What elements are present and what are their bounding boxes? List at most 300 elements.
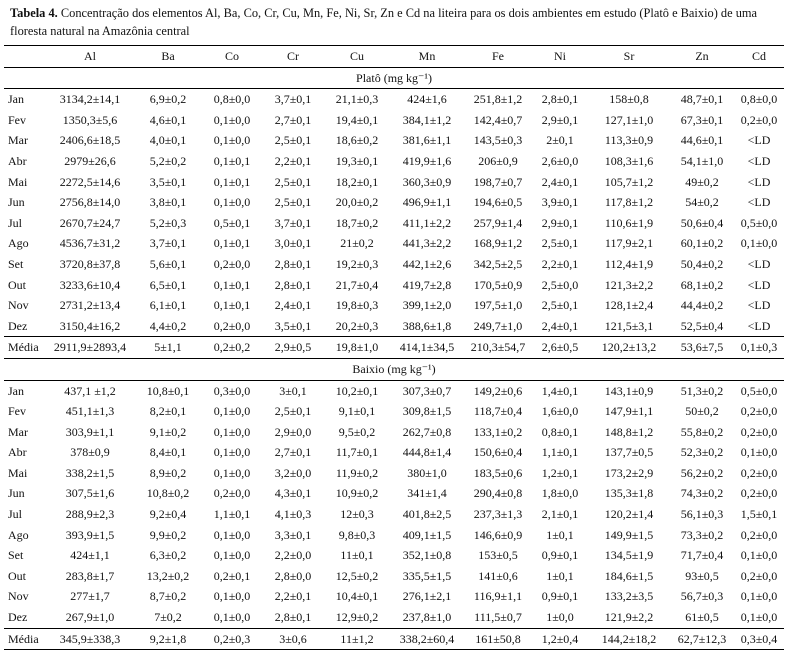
value-cell: 10,9±0,2 xyxy=(335,486,379,501)
value-cell: 1,2±0,1 xyxy=(541,465,579,480)
value-cell: 21±0,2 xyxy=(340,236,374,251)
value-cell: 2,8±0,0 xyxy=(274,568,312,583)
value-cell: 10,2±0,1 xyxy=(335,383,379,398)
value-cell: 307,5±1,6 xyxy=(65,486,115,501)
value-cell: <LD xyxy=(747,256,771,271)
value-cell: 3,0±0,1 xyxy=(274,236,312,251)
value-cell: 411,1±2,2 xyxy=(402,215,452,230)
month-cell: Ago xyxy=(8,236,29,251)
value-cell: <LD xyxy=(747,195,771,210)
value-cell: 198,7±0,7 xyxy=(473,174,523,189)
value-cell: 6,9±0,2 xyxy=(149,92,187,107)
table-row xyxy=(4,442,784,463)
value-cell: 117,9±2,1 xyxy=(604,236,654,251)
value-cell: 117,8±1,2 xyxy=(604,195,654,210)
value-cell: 2979±26,6 xyxy=(64,153,116,168)
value-cell: 118,7±0,4 xyxy=(473,404,523,419)
value-cell: 3233,6±10,4 xyxy=(59,277,121,292)
value-cell: 5,2±0,2 xyxy=(149,153,187,168)
value-cell: 149,2±0,6 xyxy=(473,383,523,398)
value-cell: 150,6±0,4 xyxy=(473,445,523,460)
value-cell: 147,9±1,1 xyxy=(604,404,654,419)
mean-cell: 53,6±7,5 xyxy=(670,337,734,359)
value-cell: 2670,7±24,7 xyxy=(59,215,121,230)
column-header: Mn xyxy=(390,46,464,68)
value-cell: 442,1±2,6 xyxy=(402,256,452,271)
value-cell: 380±1,0 xyxy=(407,465,447,480)
month-cell: Fev xyxy=(8,404,26,419)
value-cell: 0,5±0,0 xyxy=(740,383,778,398)
value-cell: 133,1±0,2 xyxy=(473,424,523,439)
value-cell: 18,2±0,1 xyxy=(335,174,379,189)
value-cell: 105,7±1,2 xyxy=(604,174,654,189)
month-cell: Jan xyxy=(8,383,24,398)
value-cell: 2,5±0,1 xyxy=(541,236,579,251)
value-cell: 55,8±0,2 xyxy=(680,424,724,439)
value-cell: 2,2±0,1 xyxy=(274,153,312,168)
value-cell: 0,2±0,0 xyxy=(213,318,251,333)
column-header: Al xyxy=(46,46,134,68)
month-cell: Out xyxy=(8,568,26,583)
value-cell: 401,8±2,5 xyxy=(402,507,452,522)
value-cell: 112,4±1,9 xyxy=(604,256,654,271)
value-cell: 60,1±0,2 xyxy=(680,236,724,251)
value-cell: 0,2±0,0 xyxy=(740,486,778,501)
value-cell: 237,8±1,0 xyxy=(402,610,452,625)
table-row xyxy=(4,422,784,443)
mean-cell: 0,3±0,4 xyxy=(734,628,784,650)
table-row xyxy=(4,566,784,587)
value-cell: 137,7±0,5 xyxy=(604,445,654,460)
value-cell: 73,3±0,2 xyxy=(680,527,724,542)
value-cell: 50,6±0,4 xyxy=(680,215,724,230)
value-cell: 0,2±0,0 xyxy=(740,465,778,480)
month-cell: Abr xyxy=(8,445,27,460)
mean-cell: 1,2±0,4 xyxy=(532,628,588,650)
mean-label: Média xyxy=(4,337,46,359)
value-cell: 153±0,5 xyxy=(478,548,518,563)
value-cell: 0,2±0,0 xyxy=(740,404,778,419)
value-cell: 6,1±0,1 xyxy=(149,298,187,313)
table-row xyxy=(4,607,784,628)
value-cell: 19,8±0,3 xyxy=(335,298,379,313)
value-cell: 128,1±2,4 xyxy=(604,298,654,313)
value-cell: 335,5±1,5 xyxy=(402,568,452,583)
value-cell: 0,1±0,0 xyxy=(213,445,251,460)
value-cell: 0,1±0,1 xyxy=(213,298,251,313)
value-cell: 444,8±1,4 xyxy=(402,445,452,460)
table-row xyxy=(4,525,784,546)
value-cell: 2,6±0,0 xyxy=(541,153,579,168)
value-cell: 0,2±0,0 xyxy=(740,112,778,127)
value-cell: 288,9±2,3 xyxy=(65,507,115,522)
value-cell: 2,7±0,1 xyxy=(274,445,312,460)
value-cell: 4,1±0,3 xyxy=(274,507,312,522)
value-cell: 197,5±1,0 xyxy=(473,298,523,313)
table-row xyxy=(4,192,784,213)
value-cell: 7±0,2 xyxy=(154,610,182,625)
value-cell: 4,6±0,1 xyxy=(149,112,187,127)
table-row xyxy=(4,545,784,566)
value-cell: 134,5±1,9 xyxy=(604,548,654,563)
value-cell: 424±1,6 xyxy=(407,92,447,107)
value-cell: 44,6±0,1 xyxy=(680,133,724,148)
value-cell: 388,6±1,8 xyxy=(402,318,452,333)
column-header: Cd xyxy=(734,46,784,68)
value-cell: 3,5±0,1 xyxy=(274,318,312,333)
month-cell: Jul xyxy=(8,215,23,230)
value-cell: 4,4±0,2 xyxy=(149,318,187,333)
value-cell: 2,1±0,1 xyxy=(541,507,579,522)
month-cell: Dez xyxy=(8,610,28,625)
mean-cell: 338,2±60,4 xyxy=(390,628,464,650)
value-cell: 341±1,4 xyxy=(407,486,447,501)
value-cell: 3,7±0,1 xyxy=(149,236,187,251)
column-header: Ni xyxy=(532,46,588,68)
value-cell: 49±0,2 xyxy=(685,174,719,189)
value-cell: 4,3±0,1 xyxy=(274,486,312,501)
value-cell: 48,7±0,1 xyxy=(680,92,724,107)
value-cell: 13,2±0,2 xyxy=(146,568,190,583)
value-cell: 142,4±0,7 xyxy=(473,112,523,127)
table-row xyxy=(4,254,784,275)
value-cell: 50,4±0,2 xyxy=(680,256,724,271)
value-cell: 5,6±0,1 xyxy=(149,256,187,271)
value-cell: 384,1±1,2 xyxy=(402,112,452,127)
value-cell: 0,9±0,1 xyxy=(541,589,579,604)
value-cell: 2,2±0,1 xyxy=(541,256,579,271)
value-cell: 0,2±0,1 xyxy=(213,568,251,583)
value-cell: 56,2±0,2 xyxy=(680,465,724,480)
table-row xyxy=(4,275,784,296)
value-cell: 146,6±0,9 xyxy=(473,527,523,542)
month-cell: Out xyxy=(8,277,26,292)
month-cell: Jan xyxy=(8,92,24,107)
value-cell: 8,9±0,2 xyxy=(149,465,187,480)
column-header: Zn xyxy=(670,46,734,68)
value-cell: 12,9±0,2 xyxy=(335,610,379,625)
value-cell: 50±0,2 xyxy=(685,404,719,419)
value-cell: 18,7±0,2 xyxy=(335,215,379,230)
value-cell: 2,5±0,1 xyxy=(274,174,312,189)
value-cell: 0,1±0,0 xyxy=(213,133,251,148)
column-header: Cr xyxy=(262,46,324,68)
value-cell: 0,1±0,0 xyxy=(213,527,251,542)
table-row xyxy=(4,586,784,607)
value-cell: 378±0,9 xyxy=(70,445,110,460)
value-cell: 54±0,2 xyxy=(685,195,719,210)
mean-cell: 210,3±54,7 xyxy=(464,337,532,359)
table-row xyxy=(4,172,784,193)
value-cell: 3,5±0,1 xyxy=(149,174,187,189)
month-cell: Set xyxy=(8,256,24,271)
table-row xyxy=(4,295,784,316)
value-cell: 1,5±0,1 xyxy=(740,507,778,522)
value-cell: 0,1±0,0 xyxy=(213,424,251,439)
month-cell: Abr xyxy=(8,153,27,168)
value-cell: 3134,2±14,1 xyxy=(59,92,121,107)
value-cell: 8,2±0,1 xyxy=(149,404,187,419)
value-cell: 3,7±0,1 xyxy=(274,92,312,107)
column-header: Co xyxy=(202,46,262,68)
table-row xyxy=(4,401,784,422)
value-cell: 10,8±0,1 xyxy=(146,383,190,398)
value-cell: 309,8±1,5 xyxy=(402,404,452,419)
value-cell: 251,8±1,2 xyxy=(473,92,523,107)
mean-cell: 19,8±1,0 xyxy=(324,337,390,359)
mean-cell: 11±1,2 xyxy=(324,628,390,650)
table-row xyxy=(4,130,784,151)
mean-cell: 0,2±0,3 xyxy=(202,628,262,650)
section-title: Platô (mg kg⁻¹) xyxy=(4,67,784,89)
value-cell: 257,9±1,4 xyxy=(473,215,523,230)
value-cell: 424±1,1 xyxy=(70,548,110,563)
value-cell: 4,0±0,1 xyxy=(149,133,187,148)
value-cell: 2,8±0,1 xyxy=(274,256,312,271)
value-cell: 0,1±0,0 xyxy=(740,445,778,460)
month-cell: Mai xyxy=(8,174,28,189)
value-cell: 184,6±1,5 xyxy=(604,568,654,583)
table-row xyxy=(4,151,784,172)
value-cell: 0,1±0,0 xyxy=(213,548,251,563)
value-cell: 3±0,1 xyxy=(279,383,307,398)
month-cell: Mar xyxy=(8,133,28,148)
value-cell: 56,7±0,3 xyxy=(680,589,724,604)
value-cell: 170,5±0,9 xyxy=(473,277,523,292)
value-cell: 0,2±0,0 xyxy=(740,568,778,583)
value-cell: 1,1±0,1 xyxy=(541,445,579,460)
value-cell: 6,5±0,1 xyxy=(149,277,187,292)
value-cell: 67,3±0,1 xyxy=(680,112,724,127)
value-cell: 0,8±0,0 xyxy=(213,92,251,107)
value-cell: 1±0,1 xyxy=(546,527,574,542)
mean-cell: 2,6±0,5 xyxy=(532,337,588,359)
value-cell: 93±0,5 xyxy=(685,568,719,583)
value-cell: 419,9±1,6 xyxy=(402,153,452,168)
mean-row xyxy=(4,628,784,650)
mean-cell: 0,1±0,3 xyxy=(734,337,784,359)
value-cell: 173,2±2,9 xyxy=(604,465,654,480)
table-body xyxy=(4,67,784,650)
value-cell: 11,9±0,2 xyxy=(335,465,379,480)
value-cell: 0,1±0,1 xyxy=(213,277,251,292)
table-row xyxy=(4,463,784,484)
value-cell: 0,2±0,0 xyxy=(740,527,778,542)
value-cell: 2,9±0,0 xyxy=(274,424,312,439)
value-cell: 10,4±0,1 xyxy=(335,589,379,604)
value-cell: 451,1±1,3 xyxy=(65,404,115,419)
value-cell: 441,3±2,2 xyxy=(402,236,452,251)
value-cell: 2,8±0,1 xyxy=(274,277,312,292)
value-cell: 51,3±0,2 xyxy=(680,383,724,398)
value-cell: <LD xyxy=(747,174,771,189)
value-cell: 0,1±0,0 xyxy=(213,610,251,625)
table-row xyxy=(4,316,784,337)
value-cell: 277±1,7 xyxy=(70,589,110,604)
value-cell: 360,3±0,9 xyxy=(402,174,452,189)
value-cell: 2,8±0,1 xyxy=(541,92,579,107)
header-row xyxy=(4,46,784,68)
value-cell: 496,9±1,1 xyxy=(402,195,452,210)
elements-table xyxy=(4,45,784,650)
mean-cell: 161±50,8 xyxy=(464,628,532,650)
value-cell: 3,3±0,1 xyxy=(274,527,312,542)
value-cell: <LD xyxy=(747,153,771,168)
value-cell: 342,5±2,5 xyxy=(473,256,523,271)
value-cell: 54,1±1,0 xyxy=(680,153,724,168)
value-cell: 2731,2±13,4 xyxy=(59,298,121,313)
value-cell: 143,1±0,9 xyxy=(604,383,654,398)
value-cell: 276,1±2,1 xyxy=(402,589,452,604)
value-cell: 0,8±0,1 xyxy=(541,424,579,439)
mean-cell: 414,1±34,5 xyxy=(390,337,464,359)
value-cell: 1±0,0 xyxy=(546,610,574,625)
table-caption xyxy=(10,4,782,40)
value-cell: 4536,7±31,2 xyxy=(59,236,121,251)
mean-cell: 120,2±13,2 xyxy=(588,337,670,359)
value-cell: 121,3±2,2 xyxy=(604,277,654,292)
value-cell: 74,3±0,2 xyxy=(680,486,724,501)
value-cell: 290,4±0,8 xyxy=(473,486,523,501)
value-cell: 143,5±0,3 xyxy=(473,133,523,148)
value-cell: 2,2±0,0 xyxy=(274,548,312,563)
mean-cell: 3±0,6 xyxy=(262,628,324,650)
value-cell: 108,3±1,6 xyxy=(604,153,654,168)
value-cell: 9,5±0,2 xyxy=(338,424,376,439)
value-cell: 1,6±0,0 xyxy=(541,404,579,419)
value-cell: 149,9±1,5 xyxy=(604,527,654,542)
value-cell: 0,1±0,0 xyxy=(213,112,251,127)
mean-cell: 5±1,1 xyxy=(134,337,202,359)
value-cell: 0,1±0,0 xyxy=(213,465,251,480)
value-cell: 8,4±0,1 xyxy=(149,445,187,460)
month-cell: Fev xyxy=(8,112,26,127)
month-cell: Dez xyxy=(8,318,28,333)
value-cell: 0,1±0,0 xyxy=(213,589,251,604)
table-row xyxy=(4,380,784,401)
value-cell: 0,1±0,0 xyxy=(740,610,778,625)
value-cell: 111,5±0,7 xyxy=(474,610,522,625)
value-cell: 141±0,6 xyxy=(478,568,518,583)
value-cell: 19,2±0,3 xyxy=(335,256,379,271)
value-cell: 303,9±1,1 xyxy=(65,424,115,439)
value-cell: 2,2±0,1 xyxy=(274,589,312,604)
month-cell: Nov xyxy=(8,298,29,313)
value-cell: 194,6±0,5 xyxy=(473,195,523,210)
value-cell: 9,9±0,2 xyxy=(149,527,187,542)
value-cell: 148,8±1,2 xyxy=(604,424,654,439)
value-cell: 0,5±0,0 xyxy=(740,215,778,230)
value-cell: 0,3±0,0 xyxy=(213,383,251,398)
table-row xyxy=(4,504,784,525)
value-cell: 56,1±0,3 xyxy=(680,507,724,522)
value-cell: 0,8±0,0 xyxy=(740,92,778,107)
value-cell: 0,9±0,1 xyxy=(541,548,579,563)
value-cell: 6,3±0,2 xyxy=(149,548,187,563)
value-cell: 0,1±0,0 xyxy=(740,548,778,563)
value-cell: 283,8±1,7 xyxy=(65,568,115,583)
value-cell: 0,2±0,0 xyxy=(213,486,251,501)
value-cell: 10,8±0,2 xyxy=(146,486,190,501)
value-cell: 437,1 ±1,2 xyxy=(64,383,116,398)
value-cell: 113,3±0,9 xyxy=(604,133,654,148)
value-cell: 2,5±0,1 xyxy=(274,404,312,419)
value-cell: 61±0,5 xyxy=(685,610,719,625)
value-cell: 3150,4±16,2 xyxy=(59,318,121,333)
value-cell: 52,5±0,4 xyxy=(680,318,724,333)
value-cell: 3,8±0,1 xyxy=(149,195,187,210)
month-cell: Jun xyxy=(8,486,25,501)
value-cell: 0,2±0,0 xyxy=(213,256,251,271)
value-cell: 3,7±0,1 xyxy=(274,215,312,230)
value-cell: 8,7±0,2 xyxy=(149,589,187,604)
value-cell: 21,1±0,3 xyxy=(335,92,379,107)
value-cell: 135,3±1,8 xyxy=(604,486,654,501)
table-row xyxy=(4,89,784,110)
value-cell: 3720,8±37,8 xyxy=(59,256,121,271)
value-cell: 249,7±1,0 xyxy=(473,318,523,333)
value-cell: 3,2±0,0 xyxy=(274,465,312,480)
value-cell: 2,9±0,1 xyxy=(541,112,579,127)
value-cell: 2±0,1 xyxy=(546,133,574,148)
table-row xyxy=(4,213,784,234)
value-cell: 121,5±3,1 xyxy=(604,318,654,333)
value-cell: 0,1±0,1 xyxy=(213,174,251,189)
value-cell: 2,4±0,1 xyxy=(541,174,579,189)
value-cell: 2,5±0,0 xyxy=(541,277,579,292)
value-cell: 2,8±0,1 xyxy=(274,610,312,625)
value-cell: 3,9±0,1 xyxy=(541,195,579,210)
month-cell: Nov xyxy=(8,589,29,604)
mean-cell: 144,2±18,2 xyxy=(588,628,670,650)
value-cell: 52,3±0,2 xyxy=(680,445,724,460)
value-cell: 168,9±1,2 xyxy=(473,236,523,251)
value-cell: 1,1±0,1 xyxy=(213,507,251,522)
value-cell: 1±0,1 xyxy=(546,568,574,583)
value-cell: 206±0,9 xyxy=(478,153,518,168)
value-cell: 21,7±0,4 xyxy=(335,277,379,292)
mean-cell: 9,2±1,8 xyxy=(134,628,202,650)
value-cell: 20,0±0,2 xyxy=(335,195,379,210)
column-header: Sr xyxy=(588,46,670,68)
value-cell: 9,1±0,1 xyxy=(338,404,376,419)
value-cell: 0,1±0,0 xyxy=(213,195,251,210)
value-cell: 2,5±0,1 xyxy=(274,133,312,148)
value-cell: 18,6±0,2 xyxy=(335,133,379,148)
value-cell: 5,2±0,3 xyxy=(149,215,187,230)
value-cell: 0,1±0,1 xyxy=(213,236,251,251)
value-cell: 419,7±2,8 xyxy=(402,277,452,292)
mean-cell: 62,7±12,3 xyxy=(670,628,734,650)
value-cell: 352,1±0,8 xyxy=(402,548,452,563)
value-cell: 2,5±0,1 xyxy=(274,195,312,210)
mean-cell: 345,9±338,3 xyxy=(46,628,134,650)
table-label: Tabela 4. xyxy=(10,6,58,20)
mean-cell: 2,9±0,5 xyxy=(262,337,324,359)
column-header: Cu xyxy=(324,46,390,68)
value-cell: 71,7±0,4 xyxy=(680,548,724,563)
value-cell: 9,8±0,3 xyxy=(338,527,376,542)
value-cell: 267,9±1,0 xyxy=(65,610,115,625)
mean-label: Média xyxy=(4,628,46,650)
month-cell: Ago xyxy=(8,527,29,542)
table-row xyxy=(4,483,784,504)
value-cell: 262,7±0,8 xyxy=(402,424,452,439)
table-row xyxy=(4,233,784,254)
value-cell: 120,2±1,4 xyxy=(604,507,654,522)
value-cell: 2,4±0,1 xyxy=(541,318,579,333)
table-row xyxy=(4,110,784,131)
